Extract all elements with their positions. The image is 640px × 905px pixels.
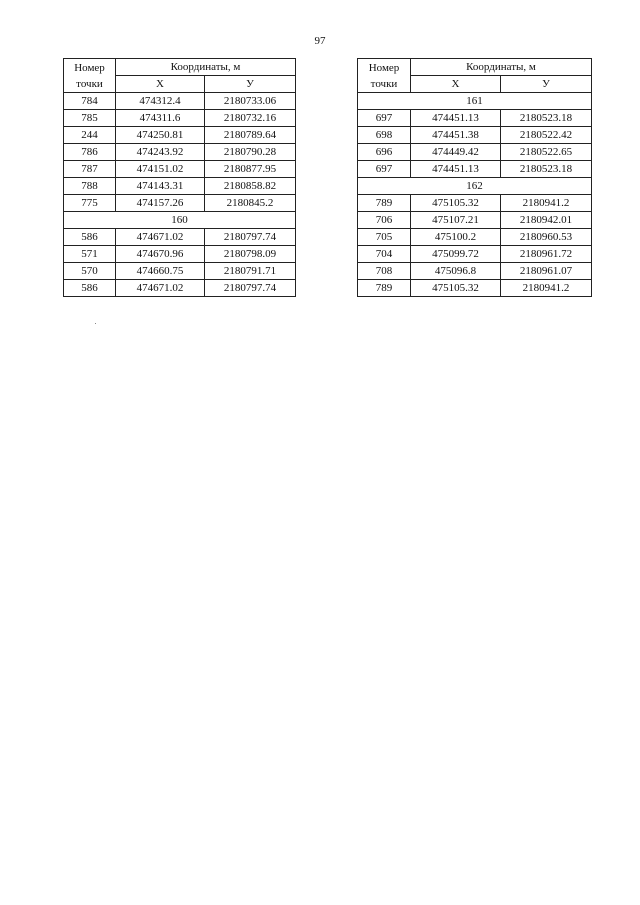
- x-coordinate-cell: 474449.42: [411, 144, 501, 161]
- x-coordinate-cell: 474311.6: [116, 110, 205, 127]
- point-number-cell: 784: [64, 93, 116, 110]
- point-number-cell: 696: [358, 144, 411, 161]
- section-number: 161: [358, 93, 592, 110]
- x-coordinate-cell: 474151.02: [116, 161, 205, 178]
- y-coordinate-cell: 2180732.16: [205, 110, 296, 127]
- header-x: Х: [116, 76, 205, 93]
- x-coordinate-cell: 475096.8: [411, 263, 501, 280]
- page-number: 97: [314, 35, 326, 47]
- point-number-cell: 789: [358, 195, 411, 212]
- table-row: [64, 229, 296, 246]
- table-row: [64, 127, 296, 144]
- point-number-cell: 586: [64, 280, 116, 297]
- y-coordinate-cell: 2180845.2: [205, 195, 296, 212]
- x-coordinate-cell: 475099.72: [411, 246, 501, 263]
- point-number-cell: 706: [358, 212, 411, 229]
- point-number-cell: 787: [64, 161, 116, 178]
- x-coordinate-cell: 474451.13: [411, 161, 501, 178]
- x-coordinate-cell: 475107.21: [411, 212, 501, 229]
- point-number-cell: 571: [64, 246, 116, 263]
- y-coordinate-cell: 2180523.18: [501, 110, 592, 127]
- point-number-cell: 775: [64, 195, 116, 212]
- table-row: [358, 195, 592, 212]
- y-coordinate-cell: 2180791.71: [205, 263, 296, 280]
- point-number-cell: 570: [64, 263, 116, 280]
- point-number-cell: 705: [358, 229, 411, 246]
- table-row: [64, 280, 296, 297]
- x-coordinate-cell: 474243.92: [116, 144, 205, 161]
- y-coordinate-cell: 2180961.07: [501, 263, 592, 280]
- x-coordinate-cell: 474451.38: [411, 127, 501, 144]
- y-coordinate-cell: 2180960.53: [501, 229, 592, 246]
- table-row: [358, 229, 592, 246]
- table-row: [64, 110, 296, 127]
- x-coordinate-cell: 474670.96: [116, 246, 205, 263]
- x-coordinate-cell: 474157.26: [116, 195, 205, 212]
- point-number-cell: 698: [358, 127, 411, 144]
- scan-speck: [95, 323, 96, 324]
- table-row: [64, 93, 296, 110]
- table-row: [358, 212, 592, 229]
- y-coordinate-cell: 2180941.2: [501, 280, 592, 297]
- coordinates-table-right: [357, 58, 592, 297]
- table-row: [358, 246, 592, 263]
- table-row: [358, 110, 592, 127]
- y-coordinate-cell: 2180877.95: [205, 161, 296, 178]
- section-number: 162: [358, 178, 592, 195]
- section-row: [358, 93, 592, 110]
- y-coordinate-cell: 2180733.06: [205, 93, 296, 110]
- point-number-cell: 697: [358, 110, 411, 127]
- table-row: [64, 161, 296, 178]
- point-number-cell: 788: [64, 178, 116, 195]
- y-coordinate-cell: 2180941.2: [501, 195, 592, 212]
- x-coordinate-cell: 474671.02: [116, 229, 205, 246]
- point-number-cell: 785: [64, 110, 116, 127]
- y-coordinate-cell: 2180522.65: [501, 144, 592, 161]
- table-row: [64, 178, 296, 195]
- table-row: [64, 246, 296, 263]
- point-number-cell: 708: [358, 263, 411, 280]
- table-row: [358, 263, 592, 280]
- section-row: [358, 178, 592, 195]
- y-coordinate-cell: 2180789.64: [205, 127, 296, 144]
- table-body-right: [358, 93, 592, 297]
- x-coordinate-cell: 475100.2: [411, 229, 501, 246]
- coordinates-table-left: [63, 58, 296, 297]
- point-number-cell: 786: [64, 144, 116, 161]
- y-coordinate-cell: 2180523.18: [501, 161, 592, 178]
- point-number-cell: 586: [64, 229, 116, 246]
- y-coordinate-cell: 2180797.74: [205, 280, 296, 297]
- point-number-cell: 697: [358, 161, 411, 178]
- y-coordinate-cell: 2180798.09: [205, 246, 296, 263]
- table-row: [358, 127, 592, 144]
- y-coordinate-cell: 2180942.01: [501, 212, 592, 229]
- table-row: [64, 144, 296, 161]
- header-point-number: Номер точки: [358, 59, 411, 93]
- table-row: [358, 144, 592, 161]
- table-row: [64, 195, 296, 212]
- x-coordinate-cell: 474143.31: [116, 178, 205, 195]
- y-coordinate-cell: 2180858.82: [205, 178, 296, 195]
- header-y: У: [205, 76, 296, 93]
- x-coordinate-cell: 474250.81: [116, 127, 205, 144]
- x-coordinate-cell: 475105.32: [411, 195, 501, 212]
- y-coordinate-cell: 2180522.42: [501, 127, 592, 144]
- header-x: Х: [411, 76, 501, 93]
- x-coordinate-cell: 474312.4: [116, 93, 205, 110]
- table-row: [358, 161, 592, 178]
- y-coordinate-cell: 2180790.28: [205, 144, 296, 161]
- point-number-cell: 789: [358, 280, 411, 297]
- table-row: [64, 263, 296, 280]
- point-number-cell: 244: [64, 127, 116, 144]
- x-coordinate-cell: 474451.13: [411, 110, 501, 127]
- header-coordinates: Координаты, м: [411, 59, 592, 76]
- section-row: [64, 212, 296, 229]
- table-body-left: [64, 93, 296, 297]
- header-point-number: Номер точки: [64, 59, 116, 93]
- header-coordinates: Координаты, м: [116, 59, 296, 76]
- section-number: 160: [64, 212, 296, 229]
- table-row: [358, 280, 592, 297]
- y-coordinate-cell: 2180961.72: [501, 246, 592, 263]
- header-y: У: [501, 76, 592, 93]
- y-coordinate-cell: 2180797.74: [205, 229, 296, 246]
- point-number-cell: 704: [358, 246, 411, 263]
- x-coordinate-cell: 474660.75: [116, 263, 205, 280]
- x-coordinate-cell: 475105.32: [411, 280, 501, 297]
- x-coordinate-cell: 474671.02: [116, 280, 205, 297]
